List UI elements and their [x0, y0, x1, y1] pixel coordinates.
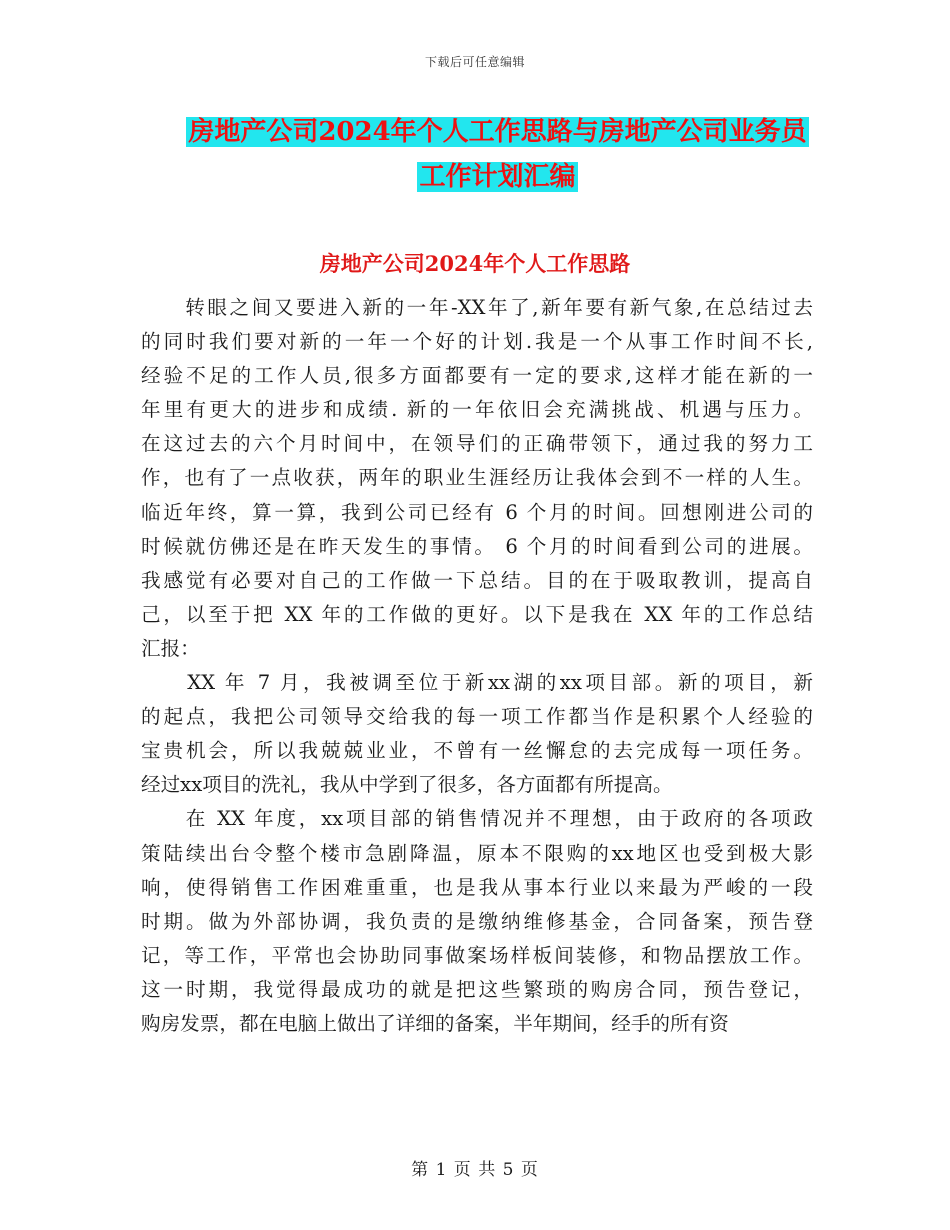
- body-text: [141, 291, 813, 1041]
- body-line: 响，使得销售工作困难重重，也是我从事本行业以来最为严峻的一段: [141, 875, 813, 899]
- document-title: [140, 110, 855, 200]
- body-line: 时期。做为外部协调，我负责的是缴纳维修基金，合同备案，预告登: [141, 909, 813, 933]
- body-line: 策陆续出台令整个楼市急剧降温，原本不限购的xx地区也受到极大影: [141, 841, 813, 865]
- body-line: 汇报：: [141, 636, 200, 660]
- body-line: 作，也有了一点收获，两年的职业生涯经历让我体会到不一样的人生。: [141, 466, 813, 490]
- body-line: 宝贵机会，所以我兢兢业业，不曾有一丝懈怠的去完成每一项任务。: [141, 739, 813, 763]
- body-line: 这一时期，我觉得最成功的就是把这些繁琐的购房合同，预告登记，: [141, 977, 813, 1001]
- body-line: 年里有更大的进步和成绩. 新的一年依旧会充满挑战、机遇与压力。: [141, 398, 813, 422]
- body-line: XX 年 7 月，我被调至位于新xx湖的xx项目部。新的项目，新: [141, 671, 813, 695]
- body-line: 转眼之间又要进入新的一年-XX年了,新年要有新气象,在总结过去: [141, 296, 813, 319]
- body-line: 的起点，我把公司领导交给我的每一项工作都当作是积累个人经验的: [141, 705, 813, 729]
- page-footer: 第 1 页 共 5 页: [411, 1160, 539, 1180]
- body-line: 的同时我们要对新的一年一个好的计划.我是一个从事工作时间不长,: [141, 330, 813, 354]
- body-line: 在 XX 年度，xx项目部的销售情况并不理想，由于政府的各项政: [141, 807, 813, 831]
- body-line: 临近年终，算一算，我到公司已经有 6 个月的时间。回想刚进公司的: [141, 500, 813, 524]
- title-line-1: 房地产公司2024年个人工作思路与房地产公司业务员: [188, 117, 807, 147]
- body-line: 记，等工作，平常也会协助同事做案场样板间装修，和物品摆放工作。: [141, 943, 813, 967]
- section-heading: 房地产公司2024年个人工作思路: [319, 251, 631, 276]
- header-note: 下载后可任意编辑: [424, 55, 525, 69]
- body-line: 我感觉有必要对自己的工作做一下总结。目的在于吸取教训，提高自: [141, 568, 813, 592]
- body-line: 经过xx项目的洗礼，我从中学到了很多，各方面都有所提高。: [141, 773, 673, 797]
- body-line: 时候就仿佛还是在昨天发生的事情。 6 个月的时间看到公司的进展。: [141, 534, 813, 558]
- body-line: 经验不足的工作人员,很多方面都要有一定的要求,这样才能在新的一: [141, 364, 813, 388]
- body-line: 己，以至于把 XX 年的工作做的更好。以下是我在 XX 年的工作总结: [141, 602, 813, 626]
- title-line-2: 工作计划汇编: [419, 162, 576, 192]
- body-line: 购房发票，都在电脑上做出了详细的备案，半年期间，经手的所有资: [141, 1011, 729, 1035]
- body-line: 在这过去的六个月时间中，在领导们的正确带领下，通过我的努力工: [141, 432, 813, 456]
